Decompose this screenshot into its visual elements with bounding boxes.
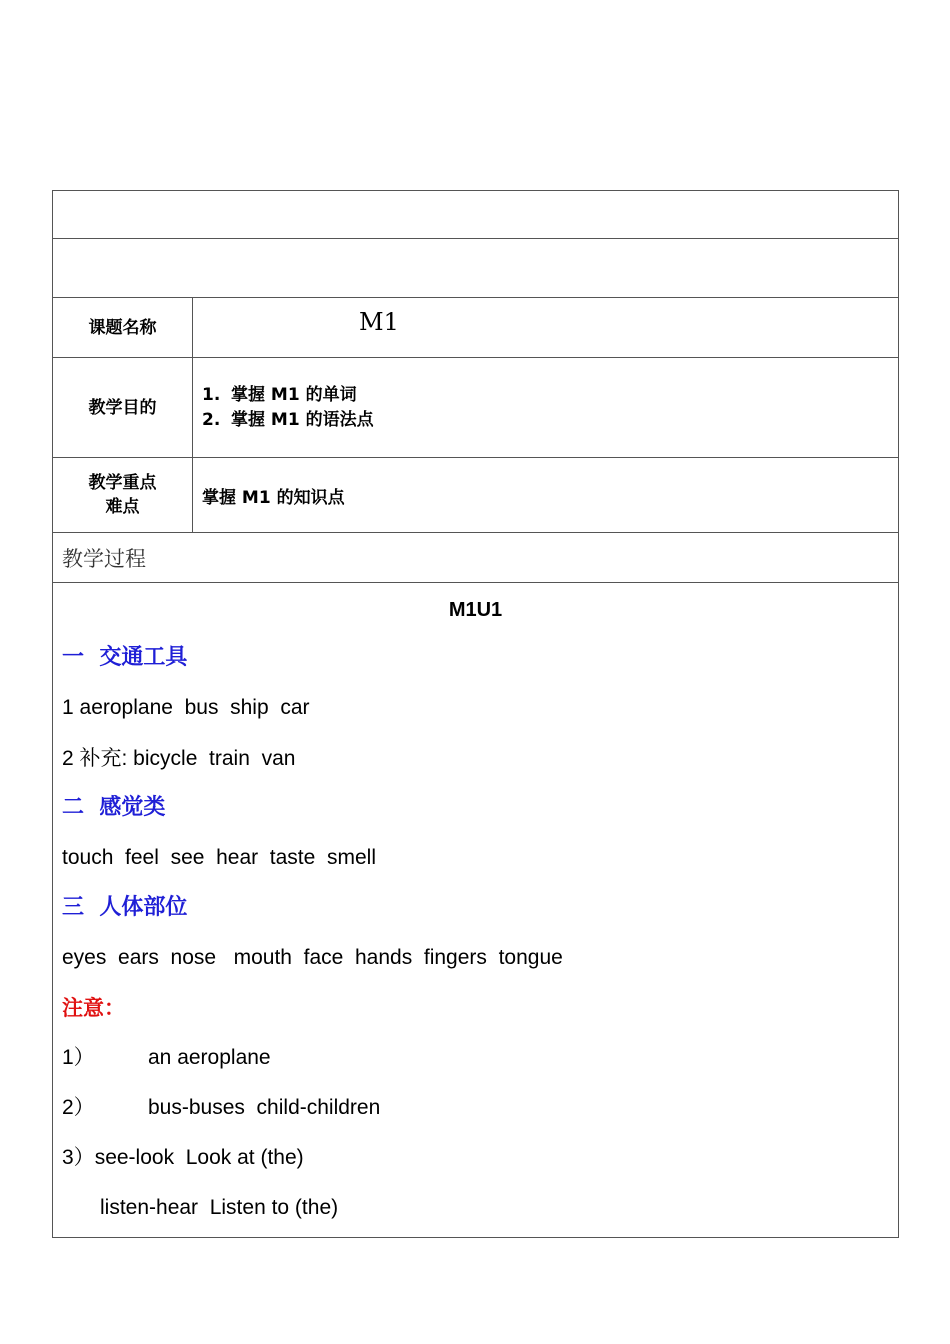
goal-item	[202, 383, 898, 408]
note-text: an aeroplane	[148, 1046, 271, 1069]
vocab-line-transport: 1 aeroplane bus ship car	[62, 696, 310, 719]
section-heading-body-parts: 三 人体部位	[62, 895, 188, 920]
blank-cell-1	[53, 191, 899, 239]
title-label: 课题名称	[53, 298, 193, 358]
process-cell	[53, 533, 899, 583]
title-value: M1	[359, 307, 399, 336]
goal-cell	[193, 358, 899, 458]
goal-number: 1.	[202, 384, 221, 405]
key-points-cell	[193, 458, 899, 533]
goal-text: 掌握 M1 的语法点	[231, 409, 374, 430]
note-item-1	[62, 1033, 889, 1083]
vocab-line-senses: touch feel see hear taste smell	[62, 846, 376, 869]
blank-row-1	[53, 191, 899, 239]
goal-text: 掌握 M1 的单词	[231, 384, 357, 405]
note-index: 2）	[62, 1096, 95, 1119]
supplement-label: 补充	[79, 746, 122, 770]
section-heading-senses: 二 感觉类	[62, 795, 166, 820]
supplement-words: : bicycle train van	[121, 747, 296, 770]
goal-number: 2.	[202, 409, 221, 430]
key-points-value: 掌握 M1 的知识点	[202, 487, 345, 508]
goal-item	[202, 408, 898, 433]
process-label: 教学过程	[62, 546, 146, 571]
unit-title: M1U1	[448, 599, 503, 621]
vocab-line-supplement	[62, 733, 889, 783]
key-points-label	[53, 458, 193, 533]
note-heading: 注意：	[62, 996, 125, 1020]
key-label-line1: 教学重点	[88, 473, 157, 493]
vocab-line-body-parts: eyes ears nose mouth face hands fingers tongue	[62, 946, 563, 969]
content-cell	[53, 583, 899, 1238]
section-heading-transport: 一 交通工具	[62, 645, 188, 670]
note-item-3-continued: listen-hear Listen to (the)	[100, 1196, 339, 1219]
process-row	[53, 533, 899, 583]
goal-list	[193, 383, 898, 433]
lesson-plan-table	[52, 190, 899, 1238]
blank-row-2	[53, 239, 899, 298]
content-row	[53, 583, 899, 1238]
note-index: 3）	[62, 1146, 95, 1169]
blank-cell-2	[53, 239, 899, 298]
note-text: see-look Look at (the)	[94, 1146, 304, 1169]
note-index: 1）	[62, 1046, 95, 1069]
note-item-2	[62, 1083, 889, 1133]
note-item-3	[62, 1133, 889, 1183]
key-label-line2: 难点	[105, 497, 140, 517]
title-value-cell	[193, 298, 899, 358]
goal-row	[53, 358, 899, 458]
note-text: bus-buses child-children	[148, 1096, 381, 1119]
key-points-row	[53, 458, 899, 533]
goal-label: 教学目的	[53, 358, 193, 458]
supplement-prefix: 2	[62, 747, 80, 770]
title-row	[53, 298, 899, 358]
